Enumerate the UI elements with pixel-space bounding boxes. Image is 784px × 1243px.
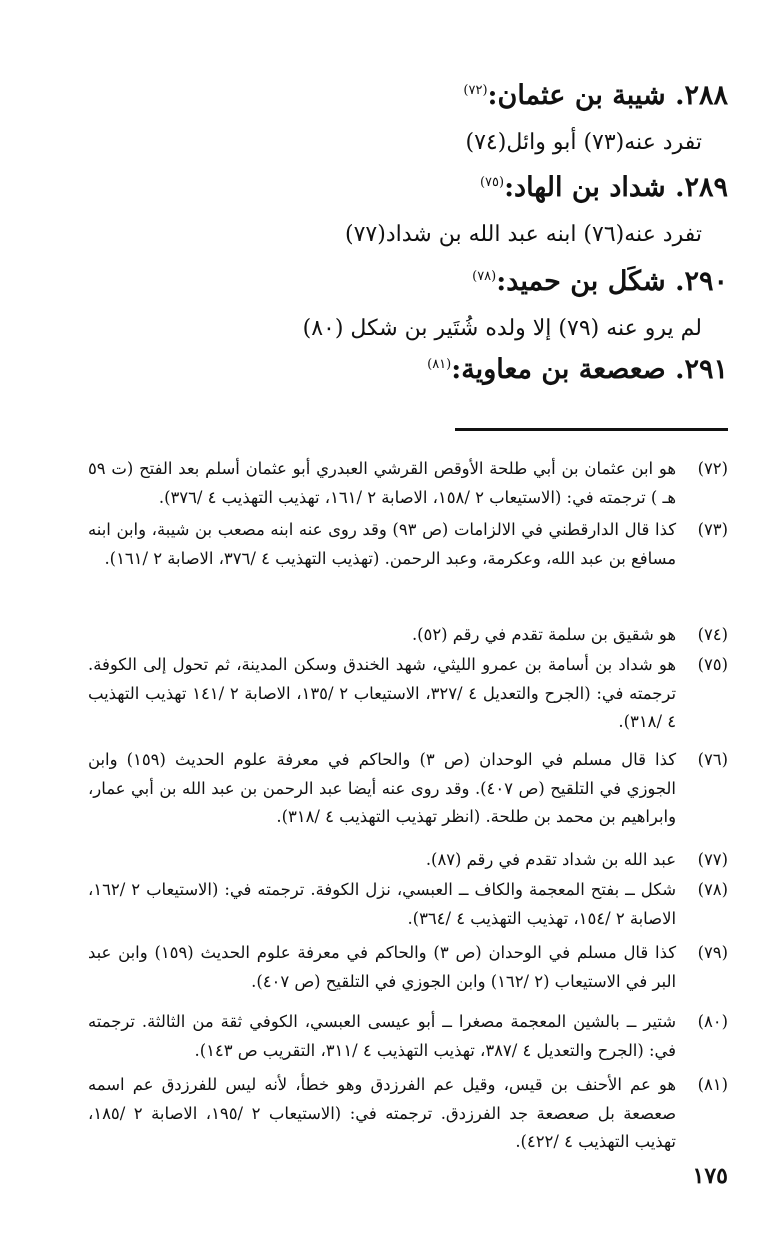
footnote-74: [88, 621, 728, 650]
footnote-number: (٧٣): [697, 520, 728, 539]
footnote-number: (٨٠): [697, 1012, 728, 1031]
footnote-number: (٧٤): [697, 625, 728, 644]
footnote-76: [88, 746, 728, 832]
footnote-separator: [455, 428, 728, 431]
footnote-text: شكل ــ بفتح المعجمة والكاف ــ العبسي، نزل الكوفة. ترجمته في: (الاستيعاب ٢ /١٦٢، الاصابة ٢ /١٥٤، تهذيب التهذيب ٤ /٣٦٤).: [88, 880, 676, 928]
footnote-text: كذا قال مسلم في الوحدان (ص ٣) والحاكم في معرفة علوم الحديث (١٥٩) وابن الجوزي في التلقيح (ص ٤٠٧). وقد روى عنه أيضا عبد الرحمن بن عبد الله بن أبي عمار، وابراهيم بن محمد بن طلحة. (انظر تهذيب التهذيب ٤ /٣١٨).: [88, 750, 677, 827]
footnote-text: كذا قال الدارقطني في الالزامات (ص ٩٣) وقد روى عنه ابنه مصعب بن شيبة، وابن ابنه مسافع بن عبد الله، وعكرمة، وعبد الرحمن. (تهذيب التهذيب ٤ /٣٧٦، الاصابة ٢ /١٦١).: [88, 520, 676, 568]
entry-291-heading: [427, 352, 728, 388]
entry-290-heading: [472, 264, 728, 300]
footnote-79: [88, 939, 728, 996]
entry-heading-text: ٢٩٠. شكَل بن حميد:: [496, 266, 728, 297]
footnote-ref: (٧٢): [463, 83, 488, 98]
footnote-number: (٧٧): [697, 850, 728, 869]
footnote-81: [88, 1071, 728, 1157]
footnote-78: [88, 876, 728, 933]
footnote-text: هو ابن عثمان بن أبي طلحة الأوقص القرشي العبدري أبو عثمان أسلم بعد الفتح (ت ٥٩ هـ ) ترجمته في: (الاستيعاب ٢ /١٥٨، الاصابة ٢ /١٦١، تهذيب التهذيب ٤ /٣٧٦).: [88, 459, 677, 507]
footnote-75: [88, 651, 728, 737]
footnote-text: كذا قال مسلم في الوحدان (ص ٣) والحاكم في معرفة علوم الحديث (١٥٩) وابن عبد البر في الاستيعاب (٢ /١٦٢) وابن الجوزي في التلقيح (ص ٤٠٧).: [88, 943, 677, 991]
footnote-number: (٧٥): [697, 655, 728, 674]
footnote-ref: (٧٨): [472, 269, 497, 284]
footnote-number: (٨١): [697, 1075, 728, 1094]
entry-289-body: تفرد عنه(٧٦) ابنه عبد الله بن شداد(٧٧): [345, 222, 702, 247]
footnote-number: (٧٩): [697, 943, 728, 962]
footnote-80: [88, 1008, 728, 1065]
entry-heading-text: ٢٨٩. شداد بن الهاد:: [504, 172, 728, 203]
entry-288-body: تفرد عنه(٧٣) أبو وائل(٧٤): [465, 130, 702, 155]
entry-289-heading: [480, 170, 728, 206]
footnote-73: [88, 516, 728, 573]
footnote-text: شتير ــ بالشين المعجمة مصغرا ــ أبو عيسى العبسي، الكوفي ثقة من الثالثة. ترجمته في: (الجرح والتعديل ٤ /٣٨٧، تهذيب التهذيب ٤ /٣١١، التقريب ص ١٤٣).: [88, 1012, 676, 1060]
entry-heading-text: ٢٨٨. شيبة بن عثمان:: [487, 80, 728, 111]
footnote-number: (٧٨): [697, 880, 728, 899]
entry-290-body: لم يرو عنه (٧٩) إلا ولده شُتَير بن شكل (٨٠): [302, 316, 702, 341]
footnote-72: [88, 455, 728, 512]
footnote-77: [88, 846, 728, 875]
footnote-text: هو شقيق بن سلمة تقدم في رقم (٥٢).: [411, 625, 676, 644]
footnote-text: هو عم الأحنف بن قيس، وقيل عم الفرزدق وهو خطأ، لأنه ليس للفرزدق عم اسمه صعصعة بل صعصعة جد الفرزدق. ترجمته في: (الاستيعاب ٢ /١٩٥، الاصابة ٢ /١٨٥، تهذيب التهذيب ٤ /٤٢٢).: [88, 1075, 677, 1152]
footnote-ref: (٨١): [427, 357, 452, 372]
footnote-text: هو شداد بن أسامة بن عمرو الليثي، شهد الخندق وسكن المدينة، ثم تحول إلى الكوفة. ترجمته في: (الجرح والتعديل ٤ /٣٢٧، الاستيعاب ٢ /١٣٥، الاصابة ٢ /١٤١ تهذيب التهذيب ٤ /٣١٨).: [88, 655, 677, 732]
entry-heading-text: ٢٩١. صعصعة بن معاوية:: [451, 354, 728, 385]
entry-288-heading: [463, 78, 728, 114]
footnote-text: عبد الله بن شداد تقدم في رقم (٨٧).: [425, 850, 676, 869]
footnote-number: (٧٢): [697, 459, 728, 478]
footnote-number: (٧٦): [697, 750, 728, 769]
page-number: ١٧٥: [692, 1163, 728, 1189]
footnote-ref: (٧٥): [479, 175, 505, 190]
